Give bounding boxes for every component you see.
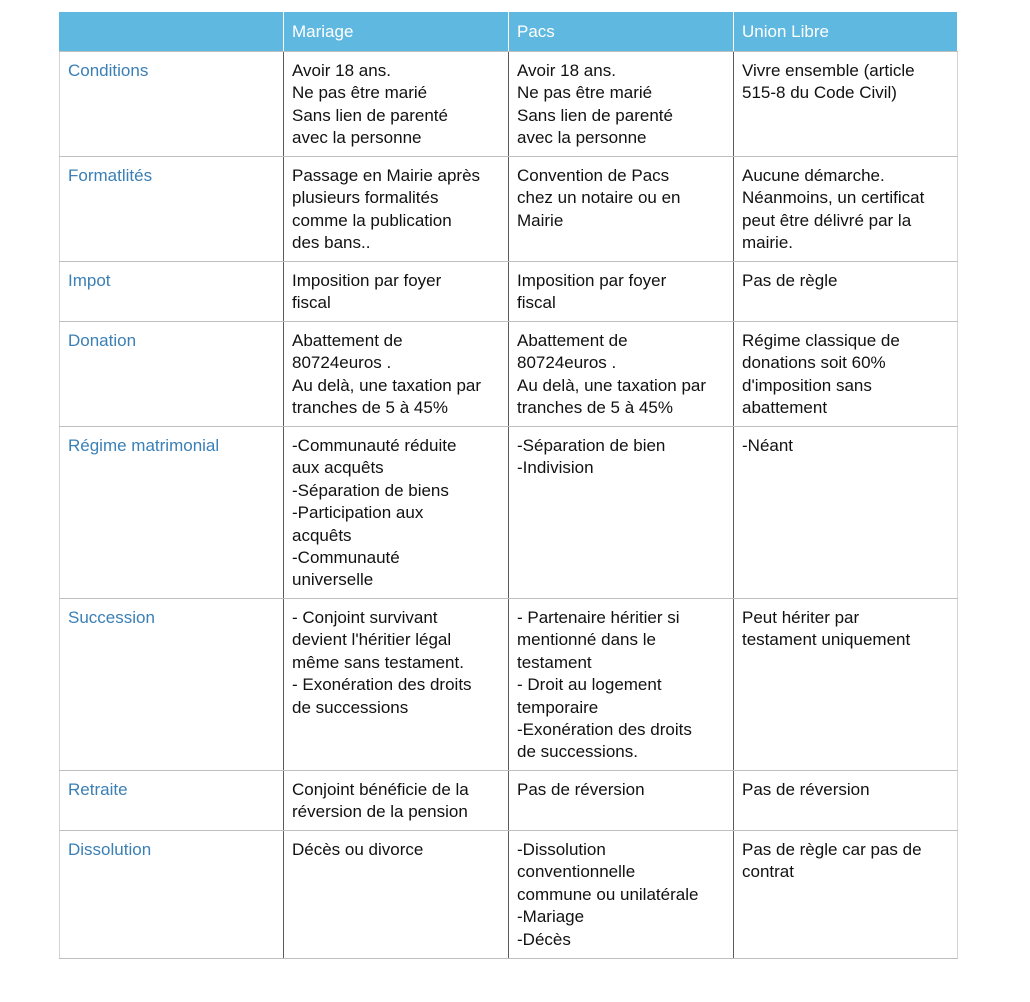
cell-text-line: - Exonération des droits [292, 675, 472, 695]
cell-text-line: aux acquêts [292, 458, 384, 478]
cell-mariage [284, 322, 509, 427]
cell-text-line: des bans.. [292, 233, 371, 253]
table-header [60, 12, 958, 52]
table-row [60, 427, 958, 599]
cell-text-line: Imposition par foyer [517, 271, 667, 290]
cell-mariage [284, 52, 509, 157]
cell-text-line: Sans lien de parenté [517, 105, 673, 125]
cell-text-line: Ne pas être marié [292, 83, 428, 103]
cell-mariage [284, 599, 509, 771]
table-row [60, 771, 958, 831]
cell-union-libre [734, 599, 958, 771]
cell-text-line: - Partenaire héritier si [517, 608, 680, 627]
cell-text-line: 515-8 du Code Civil) [742, 83, 897, 103]
cell-text-line: -Communauté [292, 548, 400, 568]
cell-union-libre [734, 52, 958, 157]
cell-text-line: acquêts [292, 525, 352, 545]
cell-text-line: avec la personne [292, 128, 422, 148]
cell-mariage [284, 157, 509, 262]
row-label: Retraite [60, 771, 284, 831]
row-label: Donation [60, 322, 284, 427]
cell-mariage [284, 771, 509, 831]
cell-union-libre [734, 262, 958, 322]
cell-text-line: mentionné dans le [517, 630, 656, 650]
cell-text-line: temporaire [517, 697, 599, 717]
cell-text-line: fiscal [292, 293, 331, 313]
cell-text-line: universelle [292, 570, 374, 590]
cell-text-line: Pas de règle [742, 271, 838, 290]
cell-mariage [284, 427, 509, 599]
cell-pacs [509, 262, 734, 322]
cell-text-line: Imposition par foyer [292, 271, 442, 290]
cell-text-line: Décès ou divorce [292, 840, 424, 859]
table-body [60, 52, 958, 959]
cell-text-line: 80724euros . [517, 353, 617, 373]
cell-pacs [509, 771, 734, 831]
cell-text-line: conventionnelle [517, 862, 636, 882]
cell-text-line: -Communauté réduite [292, 436, 457, 455]
cell-text-line: Pas de règle car pas de [742, 840, 922, 859]
row-label: Succession [60, 599, 284, 771]
cell-text-line: d'imposition sans [742, 375, 872, 395]
cell-text-line: Mairie [517, 210, 564, 230]
cell-text-line: -Mariage [517, 907, 585, 927]
cell-union-libre [734, 771, 958, 831]
comparison-table [59, 11, 958, 959]
cell-pacs [509, 599, 734, 771]
cell-text-line: -Séparation de bien [517, 436, 666, 455]
header-corner [60, 12, 284, 52]
cell-text-line: -Indivision [517, 458, 594, 478]
cell-text-line: -Décès [517, 929, 571, 949]
cell-pacs [509, 157, 734, 262]
table-row [60, 322, 958, 427]
cell-union-libre [734, 322, 958, 427]
cell-mariage [284, 831, 509, 959]
cell-text-line: testament [517, 652, 592, 672]
row-label: Conditions [60, 52, 284, 157]
cell-text-line: Conjoint bénéficie de la [292, 780, 469, 799]
cell-text-line: -Néant [742, 436, 794, 455]
header-pacs: Pacs [509, 12, 734, 52]
cell-text-line: tranches de 5 à 45% [292, 398, 448, 418]
header-union-libre: Union Libre [734, 12, 958, 52]
cell-text-line: même sans testament. [292, 652, 464, 672]
cell-text-line: -Séparation de biens [292, 480, 449, 500]
cell-text-line: Au delà, une taxation par [292, 375, 482, 395]
cell-text-line: avec la personne [517, 128, 647, 148]
cell-text-line: fiscal [517, 293, 556, 313]
cell-text-line: Peut hériter par [742, 608, 860, 627]
cell-text-line: de successions. [517, 742, 638, 762]
cell-text-line: tranches de 5 à 45% [517, 398, 673, 418]
cell-text-line: Régime classique de [742, 331, 900, 350]
cell-text-line: Ne pas être marié [517, 83, 653, 103]
row-label: Régime matrimonial [60, 427, 284, 599]
cell-text-line: réversion de la pension [292, 802, 468, 822]
cell-text-line: Passage en Mairie après [292, 166, 481, 185]
cell-text-line: contrat [742, 862, 794, 882]
table-row [60, 157, 958, 262]
table-row [60, 262, 958, 322]
cell-text-line: - Droit au logement [517, 675, 662, 695]
cell-text-line: comme la publication [292, 210, 452, 230]
cell-text-line: -Exonération des droits [517, 720, 692, 740]
cell-text-line: de successions [292, 697, 409, 717]
cell-text-line: devient l'héritier légal [292, 630, 452, 650]
cell-text-line: abattement [742, 398, 828, 418]
cell-text-line: commune ou unilatérale [517, 884, 699, 904]
row-label: Dissolution [60, 831, 284, 959]
cell-text-line: Néanmoins, un certificat [742, 188, 925, 208]
header-mariage: Mariage [284, 12, 509, 52]
cell-mariage [284, 262, 509, 322]
row-label: Impot [60, 262, 284, 322]
cell-union-libre [734, 157, 958, 262]
header-row [60, 12, 958, 52]
cell-text-line: Convention de Pacs [517, 166, 670, 185]
cell-text-line: -Dissolution [517, 840, 606, 859]
cell-text-line: Au delà, une taxation par [517, 375, 707, 395]
cell-pacs [509, 427, 734, 599]
cell-text-line: peut être délivré par la [742, 210, 912, 230]
cell-text-line: Pas de réversion [742, 780, 870, 799]
cell-text-line: Pas de réversion [517, 780, 645, 799]
cell-text-line: Avoir 18 ans. [292, 61, 391, 80]
table-row [60, 831, 958, 959]
cell-text-line: - Conjoint survivant [292, 608, 438, 627]
row-label: Formatlités [60, 157, 284, 262]
cell-union-libre [734, 427, 958, 599]
cell-pacs [509, 52, 734, 157]
cell-pacs [509, 831, 734, 959]
cell-text-line: testament uniquement [742, 630, 911, 650]
cell-text-line: mairie. [742, 233, 794, 253]
cell-text-line: Aucune démarche. [742, 166, 885, 185]
cell-union-libre [734, 831, 958, 959]
table-row [60, 52, 958, 157]
cell-text-line: chez un notaire ou en [517, 188, 681, 208]
cell-text-line: Abattement de [517, 331, 628, 350]
table-row [60, 599, 958, 771]
cell-text-line: Avoir 18 ans. [517, 61, 616, 80]
cell-text-line: Vivre ensemble (article [742, 61, 915, 80]
cell-text-line: Abattement de [292, 331, 403, 350]
cell-pacs [509, 322, 734, 427]
cell-text-line: 80724euros . [292, 353, 392, 373]
cell-text-line: plusieurs formalités [292, 188, 439, 208]
cell-text-line: Sans lien de parenté [292, 105, 448, 125]
cell-text-line: -Participation aux [292, 503, 424, 523]
cell-text-line: donations soit 60% [742, 353, 886, 373]
